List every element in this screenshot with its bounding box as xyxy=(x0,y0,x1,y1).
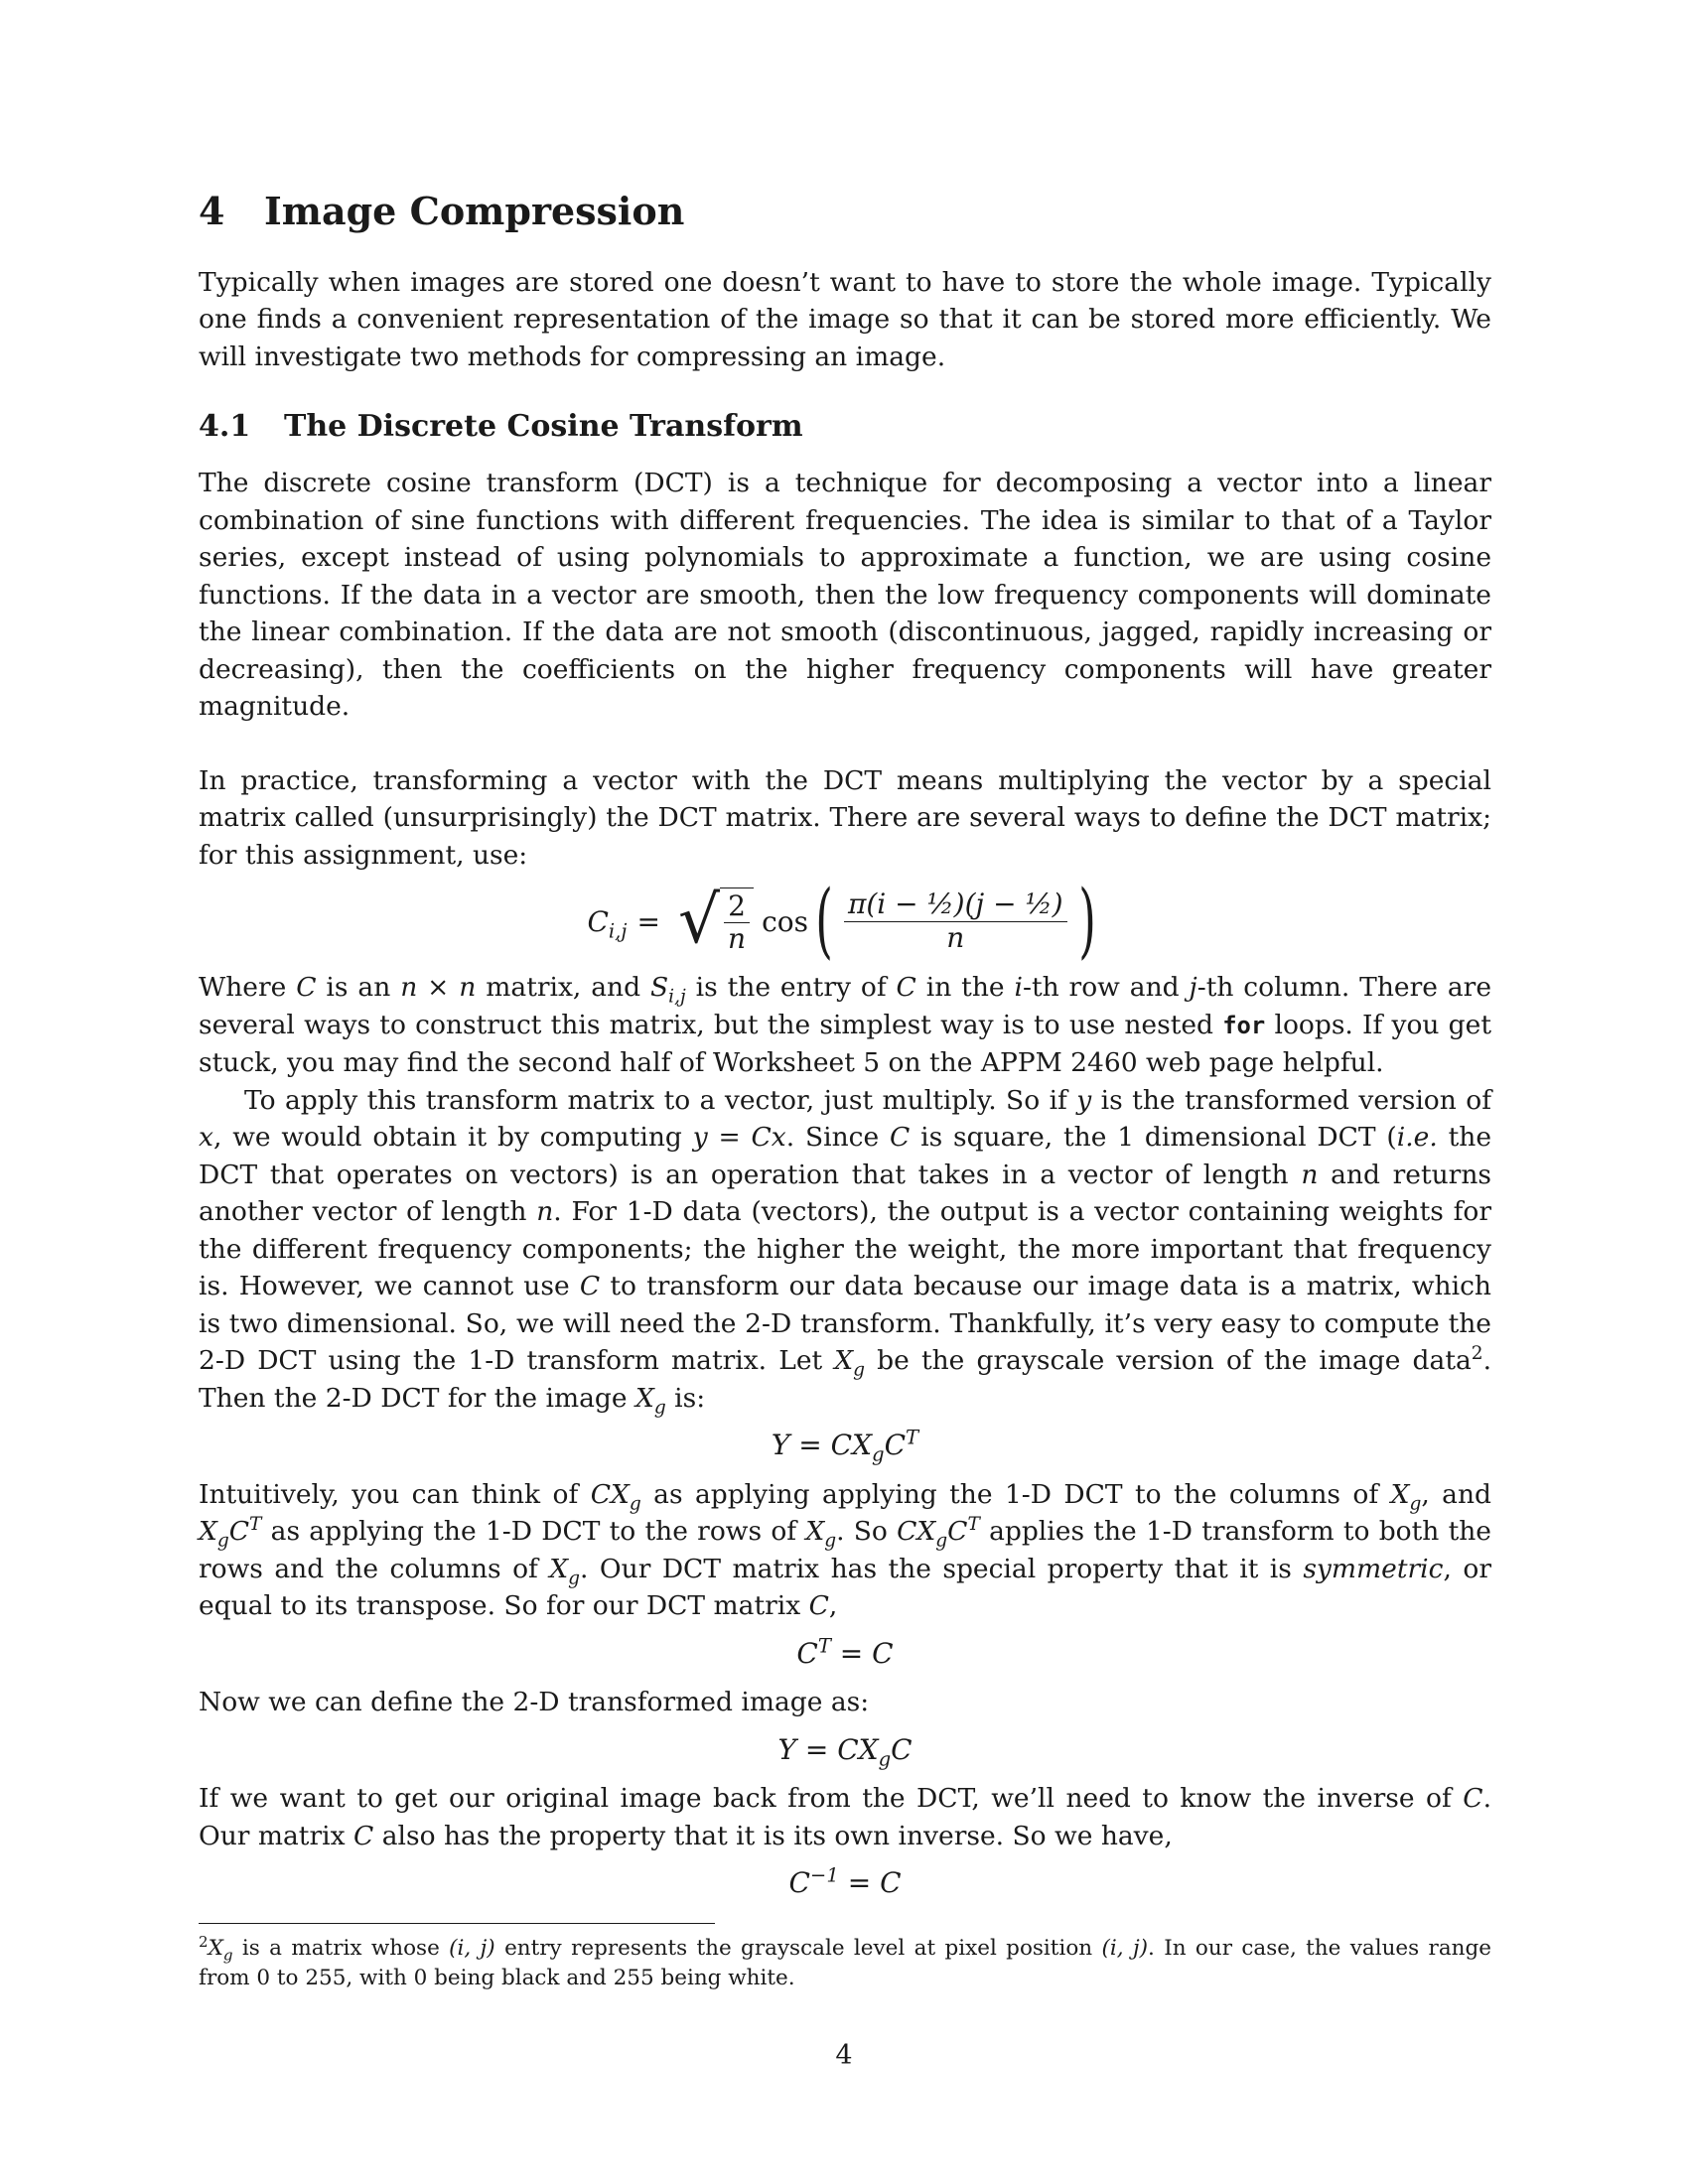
cos-label: cos xyxy=(762,904,808,938)
frac-numerator: 2 xyxy=(724,890,750,923)
subsection-number: 4.1 xyxy=(199,409,251,445)
sqrt-term xyxy=(677,881,754,958)
left-paren-icon: ( xyxy=(815,874,833,969)
page-content xyxy=(199,189,1491,1914)
matrix-construction-paragraph: Where C is an n × n matrix, and $S_{i,j}$ is the entry of C in the i-th row and j-th column. There are several ways to construct this matrix, but the simplest way is to use nested for loops. If you get stuck, you may find the second half of Worksheet 5 on the APPM 2460 web page helpful. xyxy=(199,972,1492,1079)
subsection-title: The Discrete Cosine Transform xyxy=(284,409,803,445)
right-paren-icon: ) xyxy=(1077,874,1096,969)
equation-2d-dct: $Y = CX_gC^T$ xyxy=(771,1426,919,1466)
frac-denominator: n xyxy=(728,922,747,956)
sqrt-radical-icon: √ xyxy=(677,881,721,958)
eq-lhs: $C_{i,j}$ xyxy=(587,904,628,943)
subsection-heading xyxy=(199,409,1491,445)
section-number: 4 xyxy=(199,189,225,233)
define-2d-paragraph: Now we can define the 2-D transformed image as: xyxy=(199,1687,870,1718)
footnote-ref[interactable]: 2 xyxy=(1471,1343,1483,1365)
footnote-mark: 2 xyxy=(199,1932,209,1951)
page-number: 4 xyxy=(835,2040,853,2071)
equation-inverse: $C^{-1} = C$ xyxy=(788,1864,902,1900)
section-heading xyxy=(199,189,1491,234)
inverse-paragraph: If we want to get our original image back from the DCT, we’ll need to know the inverse of C. Our matrix C also has the property that it is its own inverse. So we have, xyxy=(199,1783,1491,1851)
dct-definition-paragraph: The discrete cosine transform (DCT) is a technique for decomposing a vector into a linear combination of sine functions with different frequencies. The idea is similar to that of a Taylor series, except instead of using polynomials to approximate a function, we are using cosine functions. If the data in a vector are smooth, then the low frequency components will dominate the linear combination. If the data are not smooth (discontinuous, jagged, rapidly increasing or decreasing), then the coefficients on the higher frequency components will have greater magnitude. xyxy=(199,468,1491,723)
dct-matrix-paragraph: In practice, transforming a vector with the DCT means multiplying the vector by a special matrix called (unsurprisingly) the DCT matrix. There are several ways to define the DCT matrix; for this assignment, use: xyxy=(199,764,1491,871)
eq-equals: = xyxy=(636,904,660,938)
cos-argument xyxy=(844,888,1067,953)
section-title: Image Compression xyxy=(264,189,685,233)
intro-paragraph: Typically when images are stored one doesn’t want to have to store the whole image. Typically one finds a convenient representation of the image so that it can be stored more efficiently. We will investigate two methods for compressing an image. xyxy=(199,266,1491,372)
cos-arg-denominator: n xyxy=(946,920,965,954)
intuition-paragraph: Intuitively, you can think of $CX_g$ as applying applying the 1-D DCT to the columns of $X_g$, and $X_gC^T$ as applying the 1-D DCT to the rows of $X_g$. So $CX_gC^T$ applies the 1-D transform to both the rows and the columns of $X_g$. Our DCT matrix has the special property that it is symmetric, or equal to its transpose. So for our DCT matrix C, xyxy=(199,1478,1491,1622)
cos-arg-numerator: π(i − ½)(j − ½) xyxy=(844,888,1067,921)
footnote: $^2X_g$ is a matrix whose (i, j) entry represents the grayscale level at pixel position (i, j). In our case, the values range from 0 to 255, with 0 being black and 255 being white. xyxy=(199,1932,1491,1990)
equation-transpose: $C^T = C$ xyxy=(796,1634,894,1670)
footnote-divider xyxy=(199,1923,715,1924)
dct-matrix-equation xyxy=(199,874,1491,969)
apply-transform-paragraph: To apply this transform matrix to a vector, just multiply. So if y is the transformed version of x, we would obtain it by computing y = Cx. Since C is square, the 1 dimensional DCT (i.e. the DCT that operates on vectors) is an operation that takes in a vector of length n and returns another vector of length n. For 1-D data (vectors), the output is a vector containing weights for the different frequency components; the higher the weight, the more important that frequency is. However, we cannot use C to transform our data because our image data is a matrix, which is two dimensional. So, we will need the 2-D transform. Thankfully, it’s very easy to compute the 2-D DCT using the 1-D transform matrix. Let $X_g$ be the grayscale version of the image data$^2$. Then the 2-D DCT for the image $X_g$ is: xyxy=(199,1084,1492,1418)
equation-2d-transformed: $Y = CX_gC$ xyxy=(777,1732,913,1771)
